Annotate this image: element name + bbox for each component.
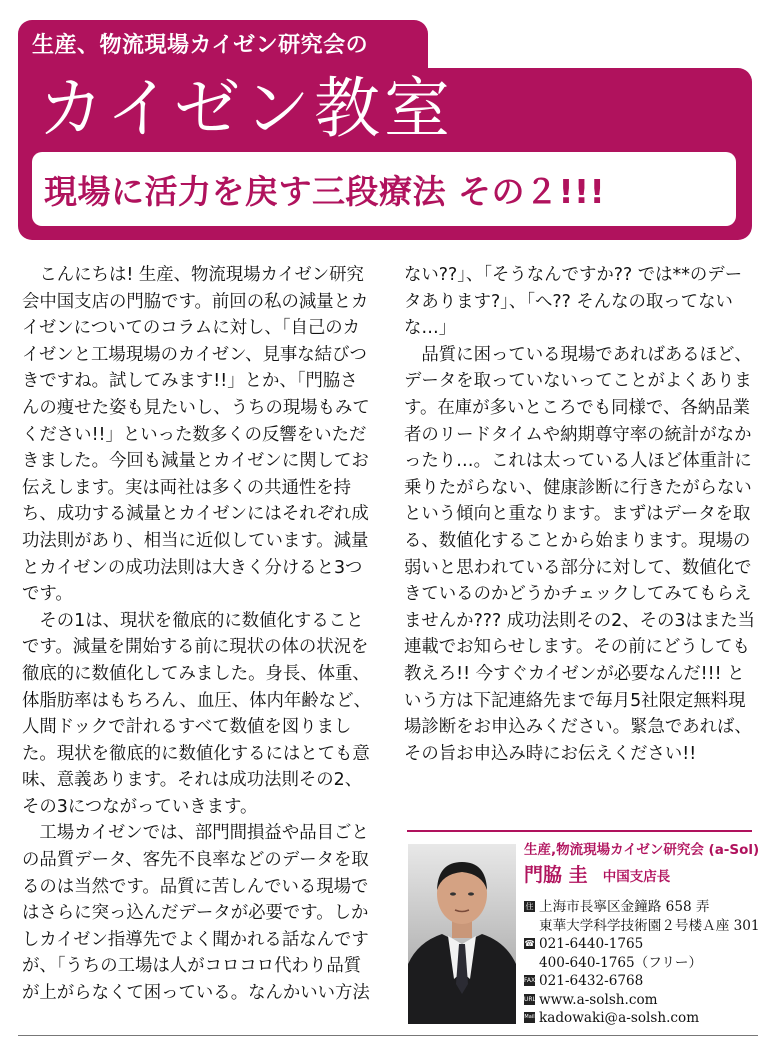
spacer-icon [524,957,535,968]
page-title: カイゼン教室 [38,70,455,147]
article-right-column [404,262,756,767]
author-photo [408,844,516,1024]
author [524,860,670,887]
paragraph: こんにちは! 生産、物流現場カイゼン研究会中国支店の門脇です。前回の私の減量とカイゼンについてのコラムに対し、「自己のカイゼンと工場現場のカイゼン、見事な結びつきですね。試してみます!!」とか、「門脇さんの痩せた姿も見たいし、うちの現場もみてください!!」といった数多くの反響をいただきました。今回も減量とカイゼンに関してお伝えします。実は両社は多くの共通性を持ち、成功する減量とカイゼンにはそれぞれ成功法則があり、相当に近似しています。減量とカイゼンの成功法則は大きく分けると3つです。 [22,265,370,605]
author-name: 門脇 圭 [524,864,588,886]
spacer-icon [524,920,535,931]
phone-number: 021-6440-1765 [539,936,644,952]
organization-name: 生産,物流現場カイゼン研究会 (a-Sol) [524,842,760,858]
email-link[interactable]: kadowaki@a-solsh.com [539,1010,700,1026]
email-row [524,1009,756,1028]
url-row [524,991,756,1010]
address-row [524,898,756,917]
author-title: 中国支店長 [602,869,671,885]
phone-row [524,935,756,954]
mail-icon: Mail [524,1012,535,1023]
address-line2: 東華大学科学技術園２号楼Ａ座 301 [539,917,760,934]
address-icon: 住 [525,902,534,911]
contact-divider [407,830,752,832]
phone-row-2 [524,954,756,973]
url-icon: URL [524,995,536,1003]
paragraph: その1は、現状を徹底的に数値化することです。減量を開始する前に現状の体の状況を徹底的に数値化してみました。身長、体重、体脂肪率はもちろん、血圧、体内年齢など、人間ドックで計れるすべて数値を図りました。現状を徹底的に数値化するにはとても意味、意義あります。それは成功法則その2、その3につながっていきます。 [22,610,371,817]
header-tagline: 生産、物流現場カイゼン研究会の [32,33,369,58]
address-row-2 [524,917,760,936]
bottom-divider [18,1035,758,1036]
freephone-number: 400-640-1765（フリー） [539,954,703,971]
phone-icon: ☎ [524,939,535,948]
paragraph: 工場カイゼンでは、部門間損益や品目ごとの品質データ、客先不良率などのデータを取るのは当然です。品質に苦しんでいる現場ではさらに突っ込んだデータが必要です。しかしカイゼン指導先でよく聞かれる話なんですが、「うちの工場は人がコロコロ代わり品質が上がらなくて困っている。なんかいい方法 [22,823,370,1004]
paragraph: 品質に困っている現場であればあるほど、データを取っていないってことがよくあります。在庫が多いところでも同様で、各納品業者のリードタイムや納期尊守率の統計がなかったり…。これは太っている人ほど体重計に乗りたがらない、健康診断に行きたがらないという傾向と重なります。まずはデータを取る、数値化することから始まります。現場の弱いと思われている部分に対して、数値化できているのかどうかチェックしてみてもらえませんか??? 成功法則その2、その3はまた当連載でお知らせします。その前にどうしても教えろ!! 今すぐカイゼンが必要なんだ!!! という方は下記連絡先まで毎月5社限定無料現場診断をお申込みください。緊急であれば、その旨お申込み時にお伝えください!! [404,344,755,764]
fax-number: 021-6432-6768 [539,973,644,989]
article-left-column [22,262,372,1007]
paragraph: ない??」、「そうなんですか?? では**のデータあります?」、「へ?? そんなの取ってないな…」 [404,265,743,339]
fax-row [524,972,756,991]
contact-info [524,898,760,1028]
website-link[interactable]: www.a-solsh.com [539,991,658,1008]
page-subtitle: 現場に活力を戻す三段療法 その２!!! [44,172,606,211]
address-line1: 上海市長寧区金鐘路 658 弄 [539,899,710,915]
fax-icon: FAX [524,977,536,984]
